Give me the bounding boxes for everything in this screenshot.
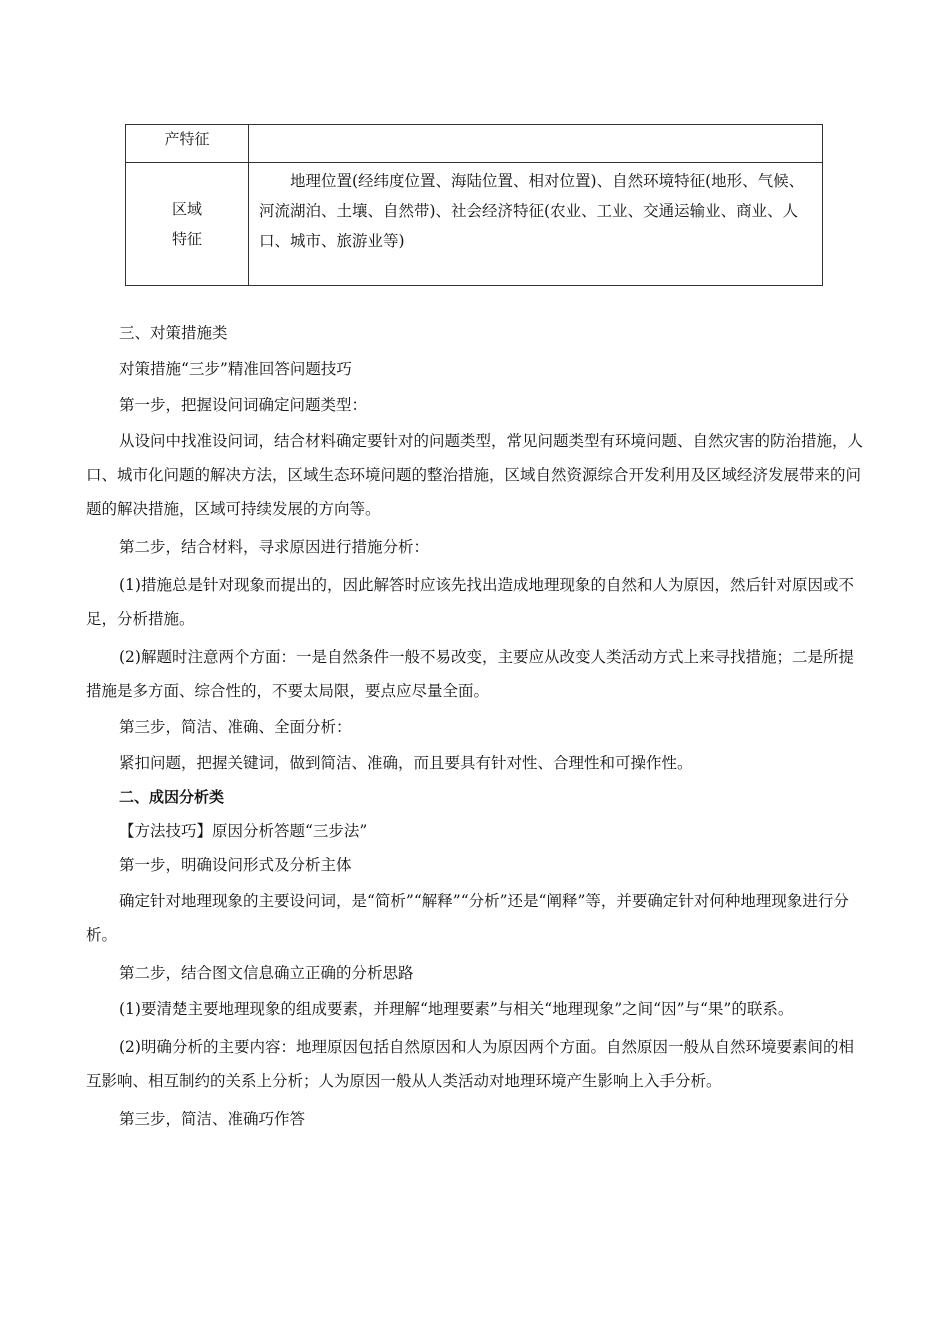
paragraph: 第三步，简洁、准确、全面分析： <box>119 718 352 736</box>
paragraph: (1)要清楚主要地理现象的组成要素，并理解“地理要素”与相关“地理现象”之间“因”与“果”的联系。 <box>119 1000 794 1018</box>
section-heading: 三、对策措施类 <box>119 324 228 342</box>
paragraph: 第一步，明确设问形式及分析主体 <box>119 856 352 874</box>
row-header <box>126 163 249 285</box>
feature-table <box>125 124 823 286</box>
row-header-text: 产特征 <box>164 130 210 148</box>
section-heading: 二、成因分析类 <box>119 788 225 806</box>
row-header-text: 区域 <box>171 200 202 218</box>
table-row <box>126 125 822 162</box>
paragraph: 第一步，把握设问词确定问题类型： <box>119 396 368 414</box>
row-header-text: 特征 <box>171 230 202 248</box>
document-body <box>86 316 866 1136</box>
row-content: 地理位置(经纬度位置、海陆位置、相对位置)、自然环境特征(地形、气候、河流湖泊、土壤、自然带)、社会经济特征(农业、工业、交通运输业、商业、人口、城市、旅游业等) <box>259 172 805 250</box>
row-content <box>249 125 822 162</box>
paragraph: (2)解题时注意两个方面：一是自然条件一般不易改变，主要应从改变人类活动方式上来寻找措施；二是所提措施是多方面、综合性的，不要太局限，要点应尽量全面。 <box>86 648 854 700</box>
table-row <box>126 162 822 285</box>
paragraph: 第三步，简洁、准确巧作答 <box>119 1110 306 1128</box>
paragraph: 紧扣问题，把握关键词，做到简洁、准确，而且要具有针对性、合理性和可操作性。 <box>119 754 693 772</box>
paragraph: (2)明确分析的主要内容：地理原因包括自然原因和人为原因两个方面。自然原因一般从自然环境要素间的相互影响、相互制约的关系上分析；人为原因一般从人类活动对地理环境产生影响上入手分析。 <box>86 1038 854 1090</box>
paragraph: 第二步，结合图文信息确立正确的分析思路 <box>119 964 414 982</box>
paragraph: 【方法技巧】原因分析答题“三步法” <box>119 822 368 840</box>
paragraph: 从设问中找准设问词，结合材料确定要针对的问题类型，常见问题类型有环境问题、自然灾害的防治措施，人口、城市化问题的解决方法，区域生态环境问题的整治措施，区域自然资源综合开发利用及区域经济发展带来的问题的解决措施，区域可持续发展的方向等。 <box>86 432 864 518</box>
row-header <box>126 125 249 162</box>
paragraph: 确定针对地理现象的主要设问词，是“简析”“解释”“分析”还是“阐释”等，并要确定针对何种地理现象进行分析。 <box>86 892 849 944</box>
paragraph: (1)措施总是针对现象而提出的，因此解答时应该先找出造成地理现象的自然和人为原因，然后针对原因或不足，分析措施。 <box>86 576 854 628</box>
paragraph: 对策措施“三步”精准回答问题技巧 <box>119 360 352 378</box>
paragraph: 第二步，结合材料，寻求原因进行措施分析： <box>119 538 430 556</box>
